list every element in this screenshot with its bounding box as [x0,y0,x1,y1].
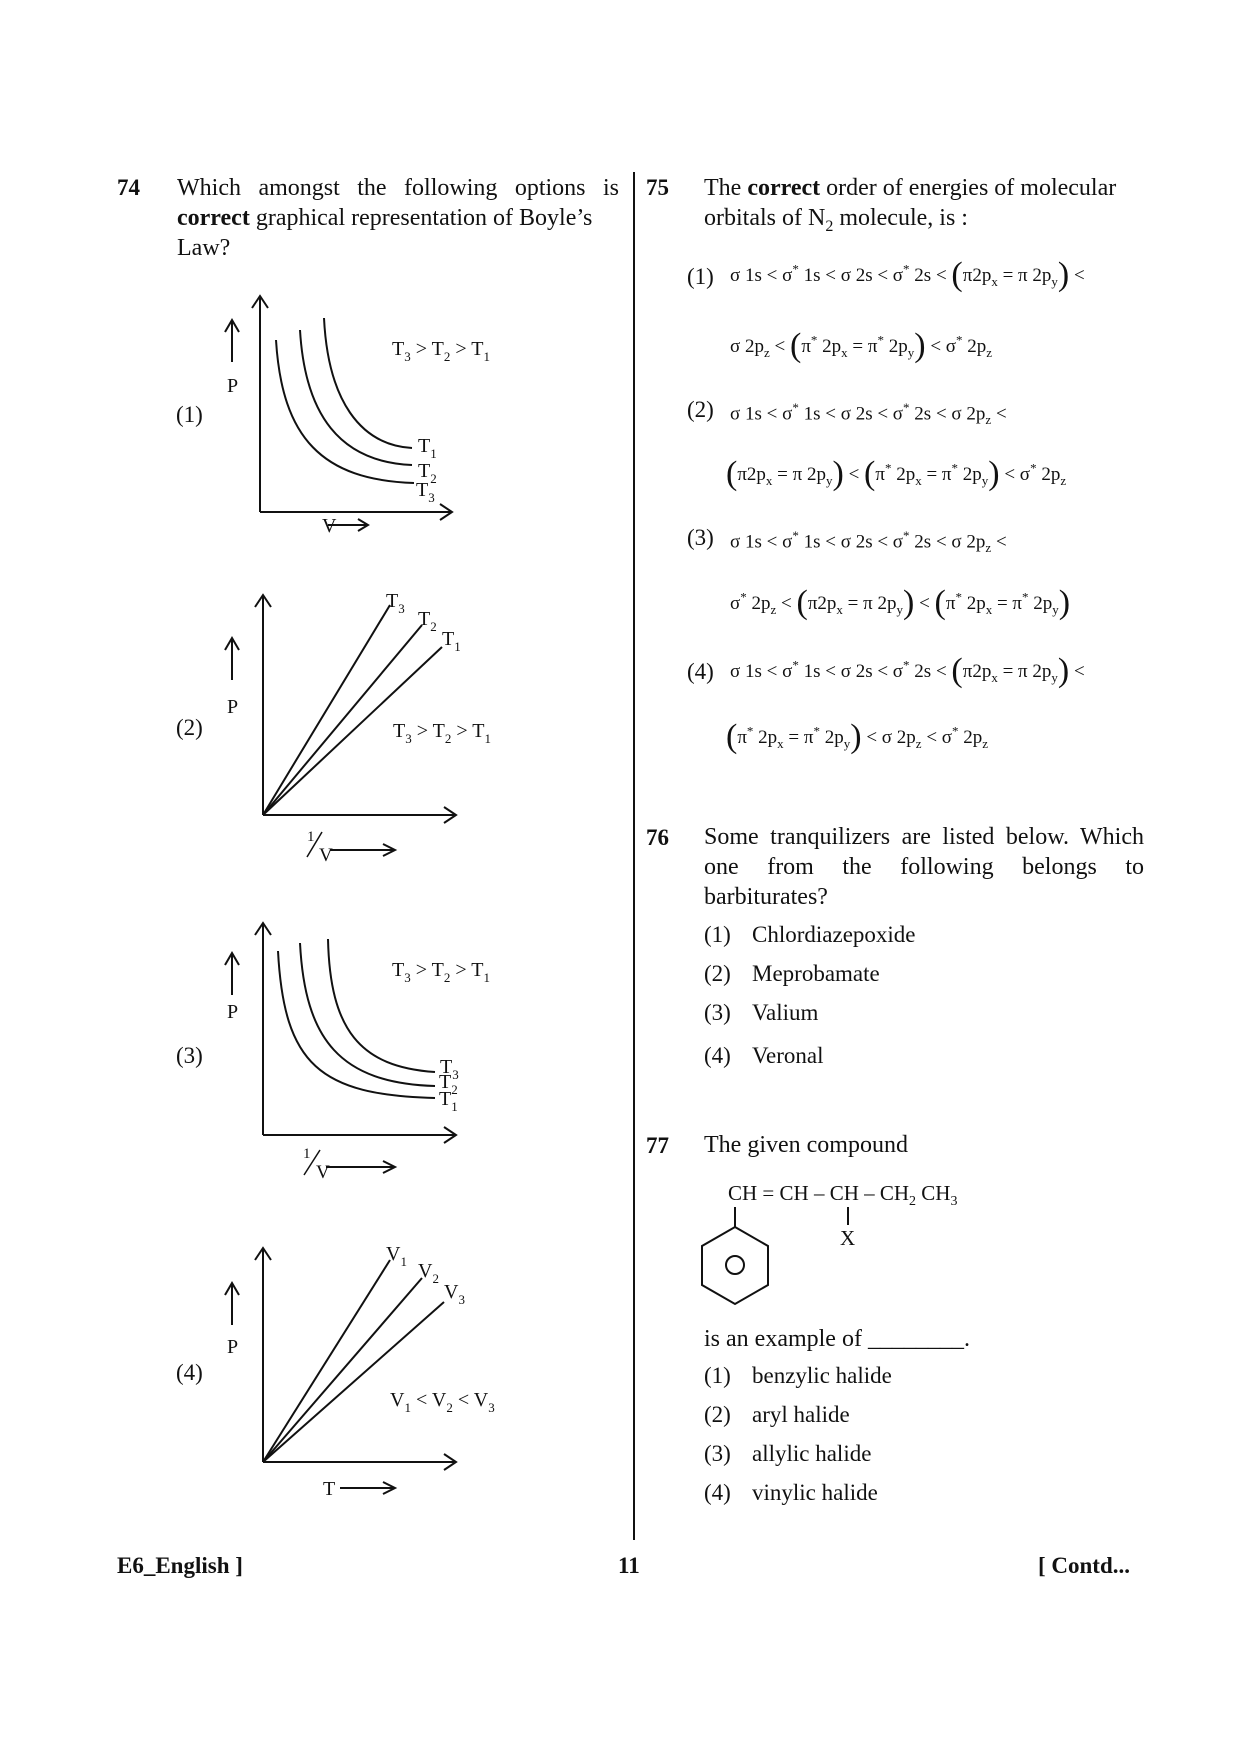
q76-option1[interactable] [704,922,916,948]
line-v1 [263,1260,390,1462]
q74-option4-label: (4) [176,1360,203,1385]
q74-text-line1: Which amongst the following options is [177,175,619,201]
q76-option3-number: (3) [704,1000,731,1025]
q77-text-line2: is an example of ________. [704,1326,970,1352]
q75-text-line2: orbitals of $N_2$ molecule, is : [704,205,968,235]
q77-option2-number: (2) [704,1402,731,1427]
q74-option3-graph [210,915,490,1190]
q77-option3-text: allylic halide [752,1441,872,1466]
fraction-numerator: 1 [307,829,315,845]
relation-text: $V_1 < V_2 < V_3$ [390,1389,495,1415]
q76-text-line3: barbiturates? [704,884,828,910]
q74-number: 74 [117,175,140,200]
q74-text-line2 [177,203,619,233]
q76-option4-number: (4) [704,1043,731,1068]
relation-text: $T_3 > T_2 > T_1$ [393,720,491,746]
q74-option4-graph [210,1240,495,1505]
axis-label-t: T [323,1478,336,1500]
axis-label-v: V [322,515,337,537]
q76-option1-number: (1) [704,922,731,947]
line-v3 [263,1302,444,1462]
q76-option2-number: (2) [704,961,731,986]
axis-label-p: P [227,1336,239,1358]
page-number: 11 [618,1553,640,1578]
q77-option4-text: vinylic halide [752,1480,878,1505]
axis-label-p: P [227,696,239,718]
q75-text-pre: The [704,175,748,201]
q74-text-line3: Law? [177,235,231,261]
q76-option1-text: Chlordiazepoxide [752,922,916,947]
line-v2 [263,1278,422,1462]
q77-option1-text: benzylic halide [752,1363,892,1388]
q77-option1-number: (1) [704,1363,731,1388]
label-t2: $T_2$ [418,608,437,634]
label-t2: $T_2$ [418,460,437,486]
label-t3: $T_3$ [386,590,405,616]
q77-option4-number: (4) [704,1480,731,1505]
q77-text-line1: The given compound [704,1132,908,1158]
label-v1: $V_1$ [386,1243,407,1269]
axis-label-p: P [227,1001,239,1023]
q77-option3[interactable] [704,1441,871,1467]
q74-option2-label: (2) [176,715,203,740]
label-v2: $V_2$ [418,1260,439,1286]
q75-option2-line2: ($\pi 2p_x = \pi$ $2p_y) < (\pi^*$ $2p_x = \pi^*$ $2p_y) < \sigma^*$ $2p_z$ [726,455,1067,492]
q74-option1-label: (1) [176,402,203,427]
q77-formula: CH = CH – CH – $CH_2$ $CH_3$ [728,1181,958,1210]
relation-text: $T_3 > T_2 > T_1$ [392,338,490,364]
q75-option2-line1: σ 1s < σ* 1s < σ 2s < σ* 2s < σ $2p_z$ < [730,400,1007,428]
q77-structure [695,1205,895,1325]
q74-text-line2-rest: graphical representation of Boyle’s [249,205,593,231]
q75-number: 75 [646,175,669,200]
q75-text-line1 [704,173,1144,203]
q74-option3-label: (3) [176,1043,203,1068]
footer-right: [ Contd... [1038,1553,1131,1578]
q75-option4-label: (4) [687,659,714,684]
line-t3 [263,605,390,815]
substituent-x: X [840,1226,856,1250]
relation-text: $T_3 > T_2 > T_1$ [392,959,490,985]
q76-number: 76 [646,825,669,850]
aromatic-circle [726,1256,744,1274]
q75-option3-line1: σ 1s < σ* 1s < σ 2s < σ* 2s < σ $2p_z$ < [730,528,1007,556]
label-t1: $T_1$ [439,1088,458,1114]
q76-option2[interactable] [704,961,880,987]
fraction-numerator: 1 [303,1146,311,1162]
q75-option2-label: (2) [687,397,714,422]
q77-option1[interactable] [704,1363,892,1389]
q77-number: 77 [646,1133,669,1158]
label-v3: $V_3$ [444,1281,465,1307]
q76-option3-text: Valium [752,1000,819,1025]
q76-option4-text: Veronal [752,1043,824,1068]
curve-t3 [276,340,414,483]
q74-option1-graph [210,290,490,537]
footer-left: E6_English ] [117,1553,243,1578]
q76-option3[interactable] [704,1000,818,1026]
q75-option1-label: (1) [687,264,714,289]
q75-option4-line2: (π* $2p_x = \pi^*$ $2p_y) < \sigma$ $2p_z < \sigma^*$ $2p_z$ [726,718,989,755]
q77-option2[interactable] [704,1402,850,1428]
label-t3: $T_3$ [416,479,435,505]
label-t2: $T_2$ [439,1071,458,1097]
q77-option4[interactable] [704,1480,878,1506]
benzene-ring [702,1227,768,1304]
column-divider [633,172,635,1540]
q75-option3-label: (3) [687,525,714,550]
fraction-denominator: V [319,845,333,866]
q75-option4-line1: σ 1s < σ* 1s < σ 2s < σ* $2s < (\pi 2p_x = \pi$ $2p_y$) < [730,652,1085,689]
q76-text-line1: Some tranquilizers are listed below. Which [704,824,1144,850]
q76-text-line2: one from the following belongs to [704,854,1144,880]
label-t1: $T_1$ [442,628,461,654]
q74-option2-graph [210,585,491,866]
q75-text-post: order of energies of molecular [820,175,1117,201]
q75-bold: correct [747,175,821,201]
label-t1: $T_1$ [418,435,437,461]
q75-option3-line2: σ* $2p_z < (\pi 2p_x = \pi$ $2p_y) < (\pi^*$ $2p_x = \pi^*$ $2p_y$) [730,584,1071,621]
q76-option2-text: Meprobamate [752,961,880,986]
fraction-denominator: V [316,1162,330,1183]
q74-bold: correct [177,205,250,231]
axis-label-p: P [227,375,239,397]
q75-option1-line1: σ 1s < σ* 1s < σ 2s < σ* $2s < (\pi 2p_x = \pi$ $2p_y$) < [730,256,1085,293]
q77-option3-number: (3) [704,1441,731,1466]
q77-option2-text: aryl halide [752,1402,850,1427]
q76-option4[interactable] [704,1043,824,1069]
q75-option1-line2: σ $2p_z < (\pi^*$ $2p_x = \pi^*$ $2p_y) < \sigma^*$ $2p_z$ [730,327,993,364]
label-t3: $T_3$ [440,1056,459,1082]
